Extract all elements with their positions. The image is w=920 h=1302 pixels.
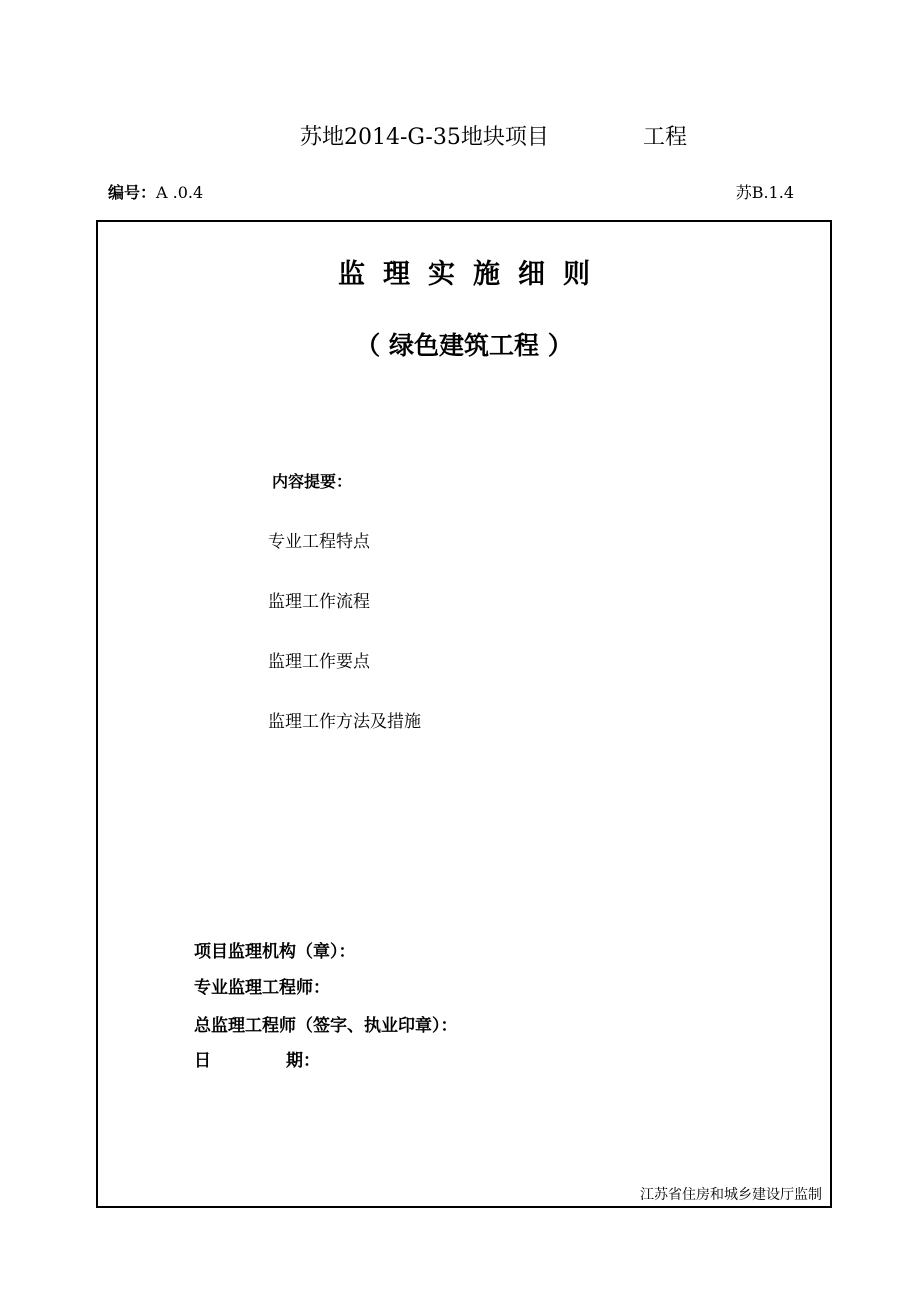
contents-heading: 内容提要： [272, 472, 353, 491]
organization-seal-line: 项目监理机构（章）： [194, 942, 356, 962]
document-title: 监理实施细则 [338, 259, 608, 290]
form-code: 苏B.1.4 [735, 183, 794, 202]
supervision-footer: 江苏省住房和城乡建设厅监制 [640, 1187, 822, 1203]
document-code-value: A .0.4 [156, 183, 204, 202]
contents-item: 监理工作要点 [268, 652, 370, 672]
specialty-engineer-line: 专业监理工程师： [194, 978, 330, 998]
date-label-period: 期： [286, 1051, 320, 1071]
contents-item: 监理工作方法及措施 [268, 712, 421, 732]
document-code [108, 180, 203, 203]
document-code-label: 编号： [108, 183, 157, 202]
contents-item: 监理工作流程 [268, 592, 370, 612]
date-label-day: 日 [194, 1051, 211, 1071]
project-name: 苏地2014-G-35地块项目 [300, 125, 549, 150]
chief-engineer-line: 总监理工程师（签字、执业印章）： [194, 1016, 458, 1036]
document-frame [96, 220, 832, 1208]
contents-item: 专业工程特点 [268, 532, 370, 552]
project-title [0, 120, 920, 154]
document-subtitle: （ 绿色建筑工程 ） [355, 331, 573, 360]
code-line [108, 180, 794, 204]
project-suffix: 工程 [643, 125, 688, 150]
